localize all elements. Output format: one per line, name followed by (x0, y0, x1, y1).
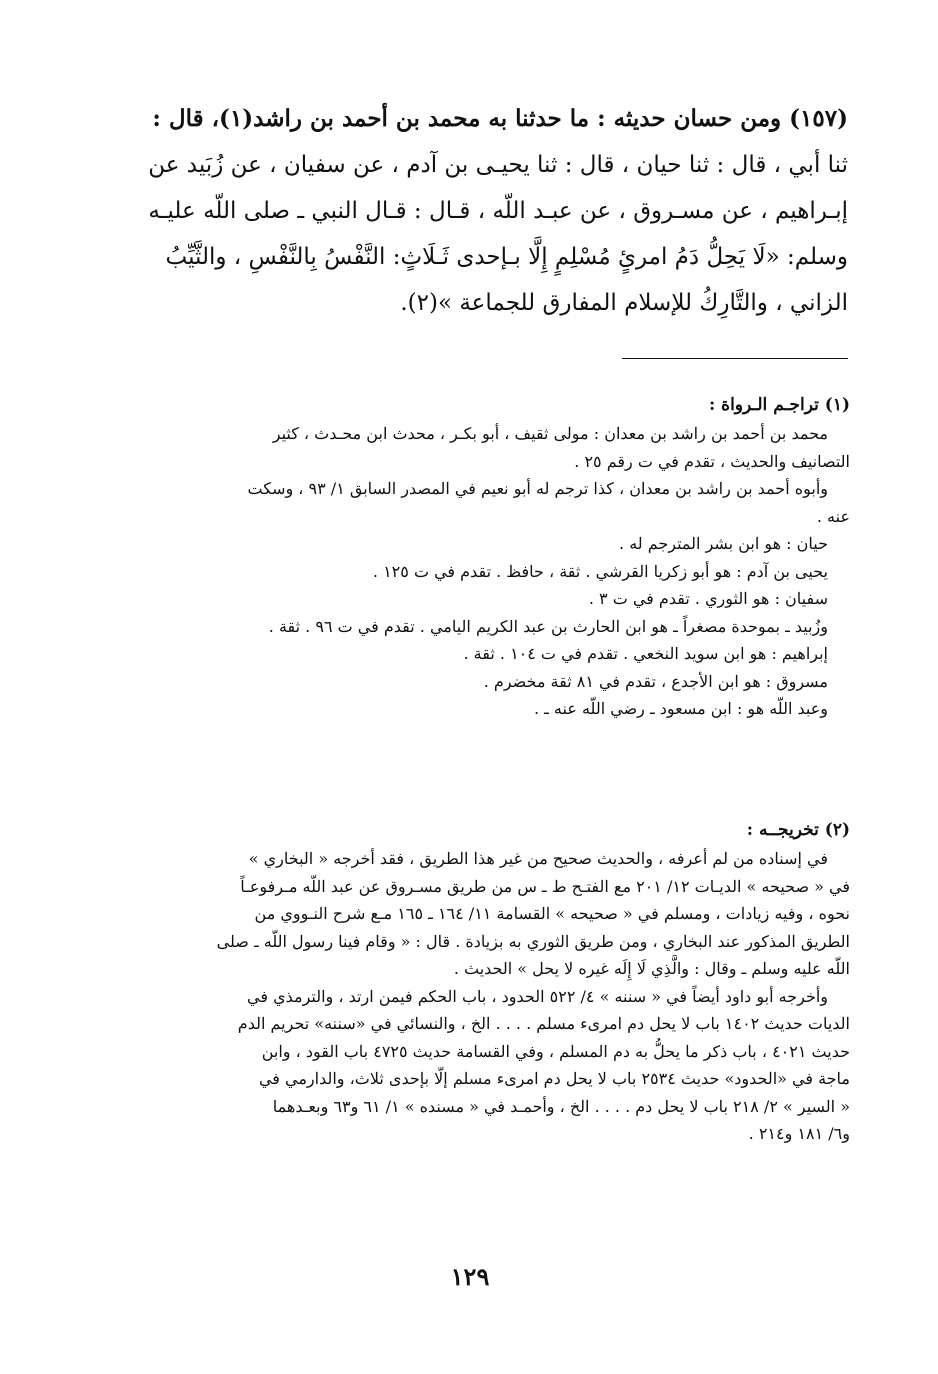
footnote-heading: (١) تراجـم الـرواة : (708, 395, 850, 415)
footnote-line: محمد بن أحمد بن راشد بن معدان : مولى ثقيف ، أبو بكـر ، محدث ابن محـدث ، كثير (272, 424, 828, 443)
footnote-narrators (110, 390, 850, 723)
page-number: ١٢٩ (450, 1262, 490, 1291)
footnote-line: حديث ٤٠٢١ ، باب ذكر ما يحلُّ به دم المسلم ، وفي القسامة حديث ٤٧٢٥ باب القود ، وابن (261, 1041, 850, 1061)
footnote-line: وأخرجه أبو داود أيضاً في « سننه » ٤/ ٥٢٢ الحدود ، باب الحكم فيمن ارتد ، والترمذي في (247, 986, 828, 1006)
footnote-line: عنه . (816, 506, 850, 526)
footnote-line: مسروق : هو ابن الأجدع ، تقدم في ٨١ ثقة مخضرم . (483, 671, 828, 691)
footnote-line: في « صحيحه » الديـات ١٢/ ٢٠١ مع الفتـح ط ـ س من طريق مسـروق عن عبد اللّه مـرفوعـاً (240, 876, 850, 896)
hadith-line: الزاني ، والتَّارِكُ للإسلام المفارق للجماعة »(٢). (400, 290, 848, 316)
footnote-line: نحوه ، وفيه زيادات ، ومسلم في « صحيحه » القسامة ١١/ ١٦٤ ـ ١٦٥ مـع شرح النـووي من (254, 904, 850, 923)
hadith-text (128, 96, 848, 326)
footnote-takhrij (110, 815, 850, 1148)
footnote-line: وأبوه أحمد بن راشد بن معدان ، كذا ترجم له أبو نعيم في المصدر السابق ١/ ٩٣ ، وسكت (247, 479, 828, 498)
footnote-line: سفيان : هو الثوري . تقدم في ت ٣ . (588, 589, 828, 608)
footnote-line: يحيى بن آدم : هو أبو زكريا القرشي . ثقة ، حافظ . تقدم في ت ١٢٥ . (372, 561, 828, 581)
footnote-line: التصانيف والحديث ، تقدم في ت رقم ٢٥ . (574, 451, 850, 471)
hadith-line: إبـراهيم ، عن مسـروق ، عن عبـد اللّه ، قـال : قـال النبي ـ صلى اللّه عليـه (148, 198, 848, 224)
hadith-line: (١٥٧) ومن حسان حديثه : ما حدثنا به محمد بن أحمد بن راشد(١)، قال : (152, 105, 848, 132)
footnote-line: ماجة في «الحدود» حديث ٢٥٣٤ باب لا يحل دم امرىء مسلم إلّا بإحدى ثلاث، والدارمي في (258, 1069, 850, 1088)
footnote-line: إبراهيم : هو ابن سويد النخعي . تقدم في ت ١٠٤ . ثقة . (463, 644, 828, 663)
footnote-line: في إسناده من لم أعرفه ، والحديث صحيح من غير هذا الطريق ، فقد أخرجه « البخاري » (248, 849, 828, 868)
footnote-line: الديات حديث ١٤٠٢ باب لا يحل دم امرىء مسلم . . . . الخ ، والنسائي في «سننه» تحريم الدم (237, 1014, 850, 1033)
footnote-line: و٦/ ١٨١ و٢١٤ . (748, 1124, 850, 1143)
footnote-line: حيان : هو ابن بشر المترجم له . (619, 534, 828, 553)
footnote-divider (622, 358, 848, 359)
footnote-line: « السير » ٢/ ٢١٨ باب لا يحل دم . . . . الخ ، وأحمـد في « مسنده » ١/ ٦١ و٦٣ وبعـدهما (272, 1096, 850, 1116)
footnote-line: الطريق المذكور عند البخاري ، ومن طريق الثوري به بزيادة . قال : « وقام فينا رسول اللّه ـ صلى (216, 931, 850, 951)
hadith-line: ثنا أبي ، قال : ثنا حيان ، قال : ثنا يحيـى بن آدم ، عن سفيان ، عن زُبَيد عن (148, 152, 848, 178)
footnote-line: وزُبيد ـ بموحدة مصغراً ـ هو ابن الحارث بن عبد الكريم اليامي . تقدم في ت ٩٦ . ثقة . (268, 616, 828, 636)
footnote-heading: (٢) تخريجــه : (746, 820, 850, 840)
footnote-line: وعبد اللّه هو : ابن مسعود ـ رضي اللّه عنه ـ . (533, 699, 828, 718)
hadith-line: وسلم: «لَا يَحِلُّ دَمُ امرئٍ مُسْلِمٍ إِلَّا بـإحدى ثَـلَاثٍ: النَّفْسُ بِالنَّفْسِ ، والثَّيِّبُ (165, 244, 848, 270)
footnote-line: اللّه عليه وسلم ـ وقال : والَّذِي لَا إِلَه غيره لا يحل » الحديث . (453, 959, 850, 978)
